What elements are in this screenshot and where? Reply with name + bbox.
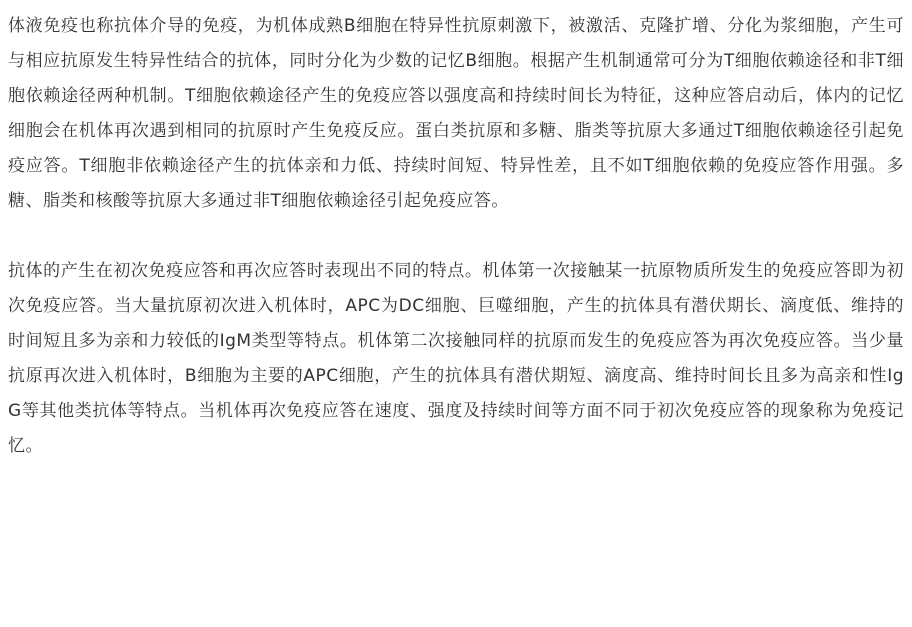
paragraph-antibody-production: 抗体的产生在初次免疫应答和再次应答时表现出不同的特点。机体第一次接触某一抗原物质所发生的免疫应答即为初次免疫应答。当大量抗原初次进入机体时，APC为DC细胞、巨噬细胞，产生的抗体具有潜伏期长、滴度低、维持的时间短且多为亲和力较低的IgM类型等特点。机体第二次接触同样的抗原而发生的免疫应答为再次免疫应答。当少量抗原再次进入机体时，B细胞为主要的APC细胞，产生的抗体具有潜伏期短、滴度高、维持时间长且多为高亲和性IgG等其他类抗体等特点。当机体再次免疫应答在速度、强度及持续时间等方面不同于初次免疫应答的现象称为免疫记忆。 <box>8 261 904 456</box>
paragraph-humoral-immunity: 体液免疫也称抗体介导的免疫，为机体成熟B细胞在特异性抗原刺激下，被激活、克隆扩增、分化为浆细胞，产生可与相应抗原发生特异性结合的抗体，同时分化为少数的记忆B细胞。根据产生机制通常可分为T细胞依赖途径和非T细胞依赖途径两种机制。T细胞依赖途径产生的免疫应答以强度高和持续时间长为特征，这种应答启动后，体内的记忆细胞会在机体再次遇到相同的抗原时产生免疫反应。蛋白类抗原和多糖、脂类等抗原大多通过T细胞依赖途径引起免疫应答。T细胞非依赖途径产生的抗体亲和力低、持续时间短、特异性差，且不如T细胞依赖的免疫应答作用强。多糖、脂类和核酸等抗原大多通过非T细胞依赖途径引起免疫应答。 <box>8 16 904 211</box>
